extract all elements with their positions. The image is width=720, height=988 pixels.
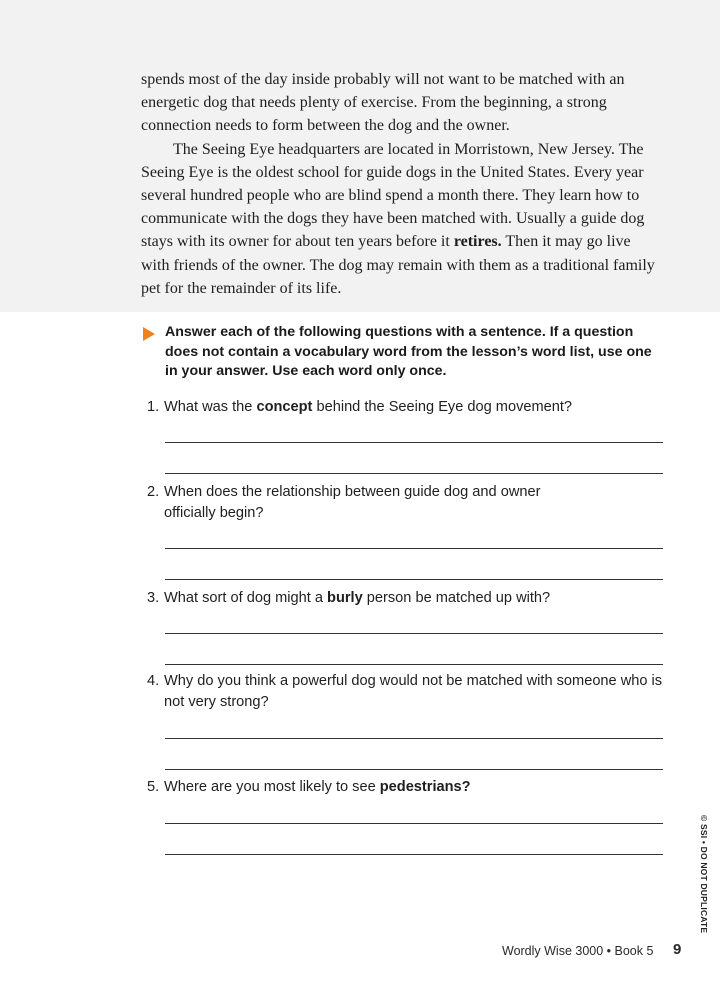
vocab-word: concept xyxy=(256,399,313,415)
answer-line-4b[interactable] xyxy=(165,769,663,770)
question-5 xyxy=(147,777,667,798)
question-text-start: Where are you most likely to see xyxy=(164,779,380,795)
question-1 xyxy=(147,397,667,418)
footer-book-title: Wordly Wise 3000 • Book 5 xyxy=(502,944,654,958)
answer-line-1b[interactable] xyxy=(165,473,663,474)
instructions-text: Answer each of the following questions with a sentence. If a question does not contain a vocabulary word from the lesson’s word list, use one in your answer. Use each word only once. xyxy=(165,324,652,380)
question-number: 3. xyxy=(147,590,160,606)
vocab-word: burly xyxy=(327,590,363,606)
answer-line-2b[interactable] xyxy=(165,579,663,580)
reading-paragraph-2 xyxy=(141,138,661,300)
question-number: 1. xyxy=(147,399,160,415)
question-text xyxy=(164,482,584,524)
question-text-start: When does the relationship between guide dog and owner officially begin? xyxy=(164,484,541,521)
vocab-word-retires: retires. xyxy=(453,233,502,251)
question-text xyxy=(164,588,667,609)
answer-line-5a[interactable] xyxy=(165,823,663,824)
question-3 xyxy=(147,588,667,609)
page-number: 9 xyxy=(673,941,682,958)
question-text xyxy=(164,397,667,418)
reading-paragraph-1: spends most of the day inside probably will not want to be matched with an energetic dog that needs plenty of exercise. From the beginning, a strong connection needs to form between the dog and the owner. xyxy=(141,71,625,135)
question-4 xyxy=(147,671,667,713)
answer-line-3a[interactable] xyxy=(165,633,663,634)
answer-line-2a[interactable] xyxy=(165,548,663,549)
question-text-start: What sort of dog might a xyxy=(164,590,328,606)
question-text-start: Why do you think a powerful dog would not be matched with someone who is not very strong? xyxy=(164,673,663,710)
arrow-icon xyxy=(143,327,155,341)
answer-line-5b[interactable] xyxy=(165,854,663,855)
reading-passage-panel xyxy=(0,0,720,312)
answer-line-1a[interactable] xyxy=(165,442,663,443)
answer-line-3b[interactable] xyxy=(165,664,663,665)
vocab-word: pedestrians? xyxy=(379,779,471,795)
question-text xyxy=(164,671,664,713)
question-number: 4. xyxy=(147,673,160,689)
copyright-notice xyxy=(697,815,711,934)
reading-passage-text xyxy=(141,68,661,300)
answer-line-4a[interactable] xyxy=(165,738,663,739)
question-text-start: What was the xyxy=(164,399,257,415)
instructions xyxy=(143,323,663,382)
question-2 xyxy=(147,482,667,524)
question-number: 5. xyxy=(147,779,160,795)
copyright-text: © SSI • DO NOT DUPLICATE xyxy=(699,815,709,934)
reading-paragraph-2-end: Then it may go live with friends of the owner. The dog may remain with them as a traditional family pet for the remainder of its life. xyxy=(141,233,655,297)
question-number: 2. xyxy=(147,484,160,500)
question-text xyxy=(164,777,667,798)
reading-paragraph-2-start: The Seeing Eye headquarters are located in Morristown, New Jersey. The Seeing Eye is the oldest school for guide dogs in the United States. Every year several hundred people who are blind spend a month there. They learn how to communicate with the dogs they have been matched with. Usually a guide dog stays with its owner for about ten years before it xyxy=(141,140,645,251)
question-text-end: person be matched up with? xyxy=(362,590,551,606)
question-text-end: behind the Seeing Eye dog movement? xyxy=(312,399,573,415)
